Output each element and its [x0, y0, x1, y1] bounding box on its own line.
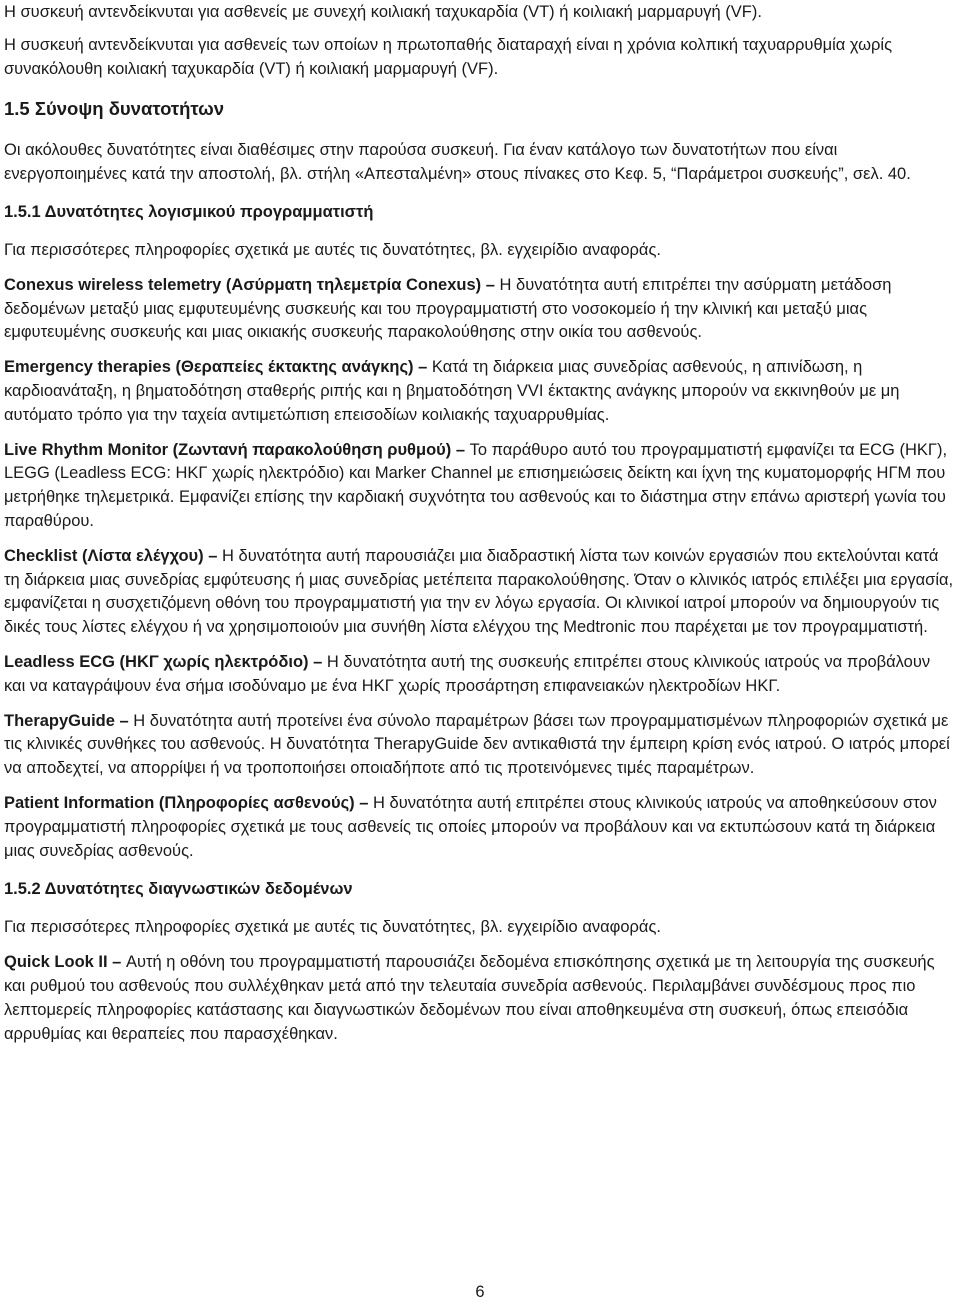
feature-item: [4, 439, 954, 534]
intro-paragraph-2: Η συσκευή αντενδείκνυται για ασθενείς των οποίων η πρωτοπαθής διαταραχή είναι η χρόνια κολπική ταχυαρρυθμία χωρίς συνακόλουθη κοιλιακή ταχυκαρδία (VT) ή κοιλιακή μαρμαρυγή (VF).: [4, 35, 893, 78]
feature-description: Αυτή η οθόνη του προγραμματιστή παρουσιάζει δεδομένα επισκόπησης σχετικά με τη λειτουργία της συσκευής και ρυθμού του ασθενούς που συλλέχθηκαν μετά από την τελευταία συνεδρία ασθενούς. Περιλαμβάνει συνδέσμους προς πιο λεπτομερείς πληροφορίες κατάστασης και διαγνωστικών δεδομένων που είναι αποθηκευμένα στη συσκευή, όπως επεισόδια αρρυθμίας και θεραπείες που παρασχέθηκαν.: [4, 953, 935, 1043]
feature-description: Η δυνατότητα αυτή προτείνει ένα σύνολο παραμέτρων βάσει των προγραμματισμένων πληροφοριών σχετικά με τις κλινικές συνθήκες του ασθενούς. Η δυνατότητα TherapyGuide δεν αντικαθιστά την έμπειρη κρίση ενός ιατρού. Ο ιατρός μπορεί να αποδεχτεί, να απορρίψει ή να τροποποιήσει οποιαδήποτε από τις προτεινόμενες τιμές παραμέτρων.: [4, 711, 950, 778]
page-number: 6: [475, 1283, 485, 1301]
feature-term: Conexus wireless telemetry (Ασύρματη τηλεμετρία Conexus) –: [4, 275, 495, 294]
section-text: Οι ακόλουθες δυνατότητες είναι διαθέσιμες στην παρούσα συσκευή. Για έναν κατάλογο των δυνατοτήτων που είναι ενεργοποιημένες κατά την αποστολή, βλ. στήλη «Απεσταλμένη» στους πίνακες στο Κεφ. 5, “Παράμετροι συσκευής”, σελ. 40.: [4, 141, 911, 184]
feature-description: Η δυνατότητα αυτή της συσκευής επιτρέπει στους κλινικούς ιατρούς να προβάλουν και να καταγράψουν ένα σήμα ισοδύναμο με ένα ΗΚΓ χωρίς προσάρτηση επιφανειακών ηλεκτροδίων ΗΚΓ.: [4, 652, 931, 695]
feature-item: [4, 356, 954, 427]
subsection-2-intro: Για περισσότερες πληροφορίες σχετικά με αυτές τις δυνατότητες, βλ. εγχειρίδιο αναφοράς.: [4, 918, 661, 937]
feature-term: Emergency therapies (Θεραπείες έκτακτης ανάγκης) –: [4, 358, 428, 377]
feature-item: [4, 651, 954, 699]
feature-term: TherapyGuide –: [4, 711, 129, 730]
feature-description: Το παράθυρο αυτό του προγραμματιστή εμφανίζει τα ECG (ΗΚΓ), LEGG (Leadless ECG: ΗΚΓ χωρίς ηλεκτρόδιο) και Marker Channel με επισημειώσεις δείκτη και ίχνη της κυματομορφής ΗΓΜ που μετρήθηκε τηλεμετρικά. Εμφανίζει επίσης την καρδιακή συχνότητα του ασθενούς και το διάστημα στην επάνω αριστερή γωνία του παραθύρου.: [4, 440, 948, 530]
feature-term: Leadless ECG (ΗΚΓ χωρίς ηλεκτρόδιο) –: [4, 652, 323, 671]
feature-term: Quick Look II –: [4, 953, 122, 972]
feature-item: [4, 951, 954, 1046]
feature-term: Live Rhythm Monitor (Ζωντανή παρακολούθηση ρυθμού) –: [4, 440, 466, 459]
section-heading: 1.5 Σύνοψη δυνατοτήτων: [4, 98, 225, 120]
feature-item: [4, 545, 954, 640]
document-page: [4, 1, 954, 1046]
feature-term: Patient Information (Πληροφορίες ασθενούς) –: [4, 793, 369, 812]
subsection-2-heading: 1.5.2 Δυνατότητες διαγνωστικών δεδομένων: [4, 880, 353, 899]
subsection-1-intro: Για περισσότερες πληροφορίες σχετικά με αυτές τις δυνατότητες, βλ. εγχειρίδιο αναφοράς.: [4, 240, 661, 259]
feature-description: Κατά τη διάρκεια μιας συνεδρίας ασθενούς, η απινίδωση, η καρδιοανάταξη, η βηματοδότηση σταθερής ριπής και η βηματοδότηση VVI έκτακτης ανάγκης μπορούν να εκκινηθούν με μη αυτόματο τρόπο για την ταχεία αντιμετώπιση επεισοδίων κοιλιακής ταχυαρρυθμίας.: [4, 358, 900, 424]
feature-description: Η δυνατότητα αυτή επιτρέπει την ασύρματη μετάδοση δεδομένων μεταξύ μιας εμφυτευμένης συσκευής και του προγραμματιστή στο νοσοκομείο ή την κλινική και μεταξύ μιας εμφυτευμένης συσκευής και μιας οικιακής συσκευής παρακολούθησης στην οικία του ασθενούς.: [4, 275, 892, 342]
feature-item: [4, 710, 954, 781]
feature-item: [4, 792, 954, 863]
intro-paragraph-1: Η συσκευή αντενδείκνυται για ασθενείς με συνεχή κοιλιακή ταχυκαρδία (VT) ή κοιλιακή μαρμαρυγή (VF).: [4, 3, 762, 21]
feature-item: [4, 274, 954, 345]
subsection-1-heading: 1.5.1 Δυνατότητες λογισμικού προγραμματιστή: [4, 202, 374, 221]
feature-term: Checklist (Λίστα ελέγχου) –: [4, 546, 218, 565]
feature-description: Η δυνατότητα αυτή επιτρέπει στους κλινικούς ιατρούς να αποθηκεύσουν στον προγραμματιστή πληροφορίες σχετικά με τους ασθενείς τις οποίες μπορούν να προβάλουν και να εκτυπώσουν κατά τη διάρκεια μιας συνεδρίας ασθενούς.: [4, 793, 937, 860]
feature-description: Η δυνατότητα αυτή παρουσιάζει μια διαδραστική λίστα των κοινών εργασιών που εκτελούνται κατά τη διάρκεια μιας συνεδρίας εμφύτευσης ή μιας συνεδρίας μετέπειτα παρακολούθησης. Όταν ο κλινικός ιατρός επιλέξει μια εργασία, εμφανίζεται η συσχετιζόμενη οθόνη του προγραμματιστή για την εν λόγω εργασία. Οι κλινικοί ιατροί μπορούν να δημιουργούν τις δικές τους λίστες ελέγχου ή να χρησιμοποιούν μια συνήθη λίστα ελέγχου της Medtronic που παρέχεται με τον προγραμματιστή.: [4, 546, 954, 637]
